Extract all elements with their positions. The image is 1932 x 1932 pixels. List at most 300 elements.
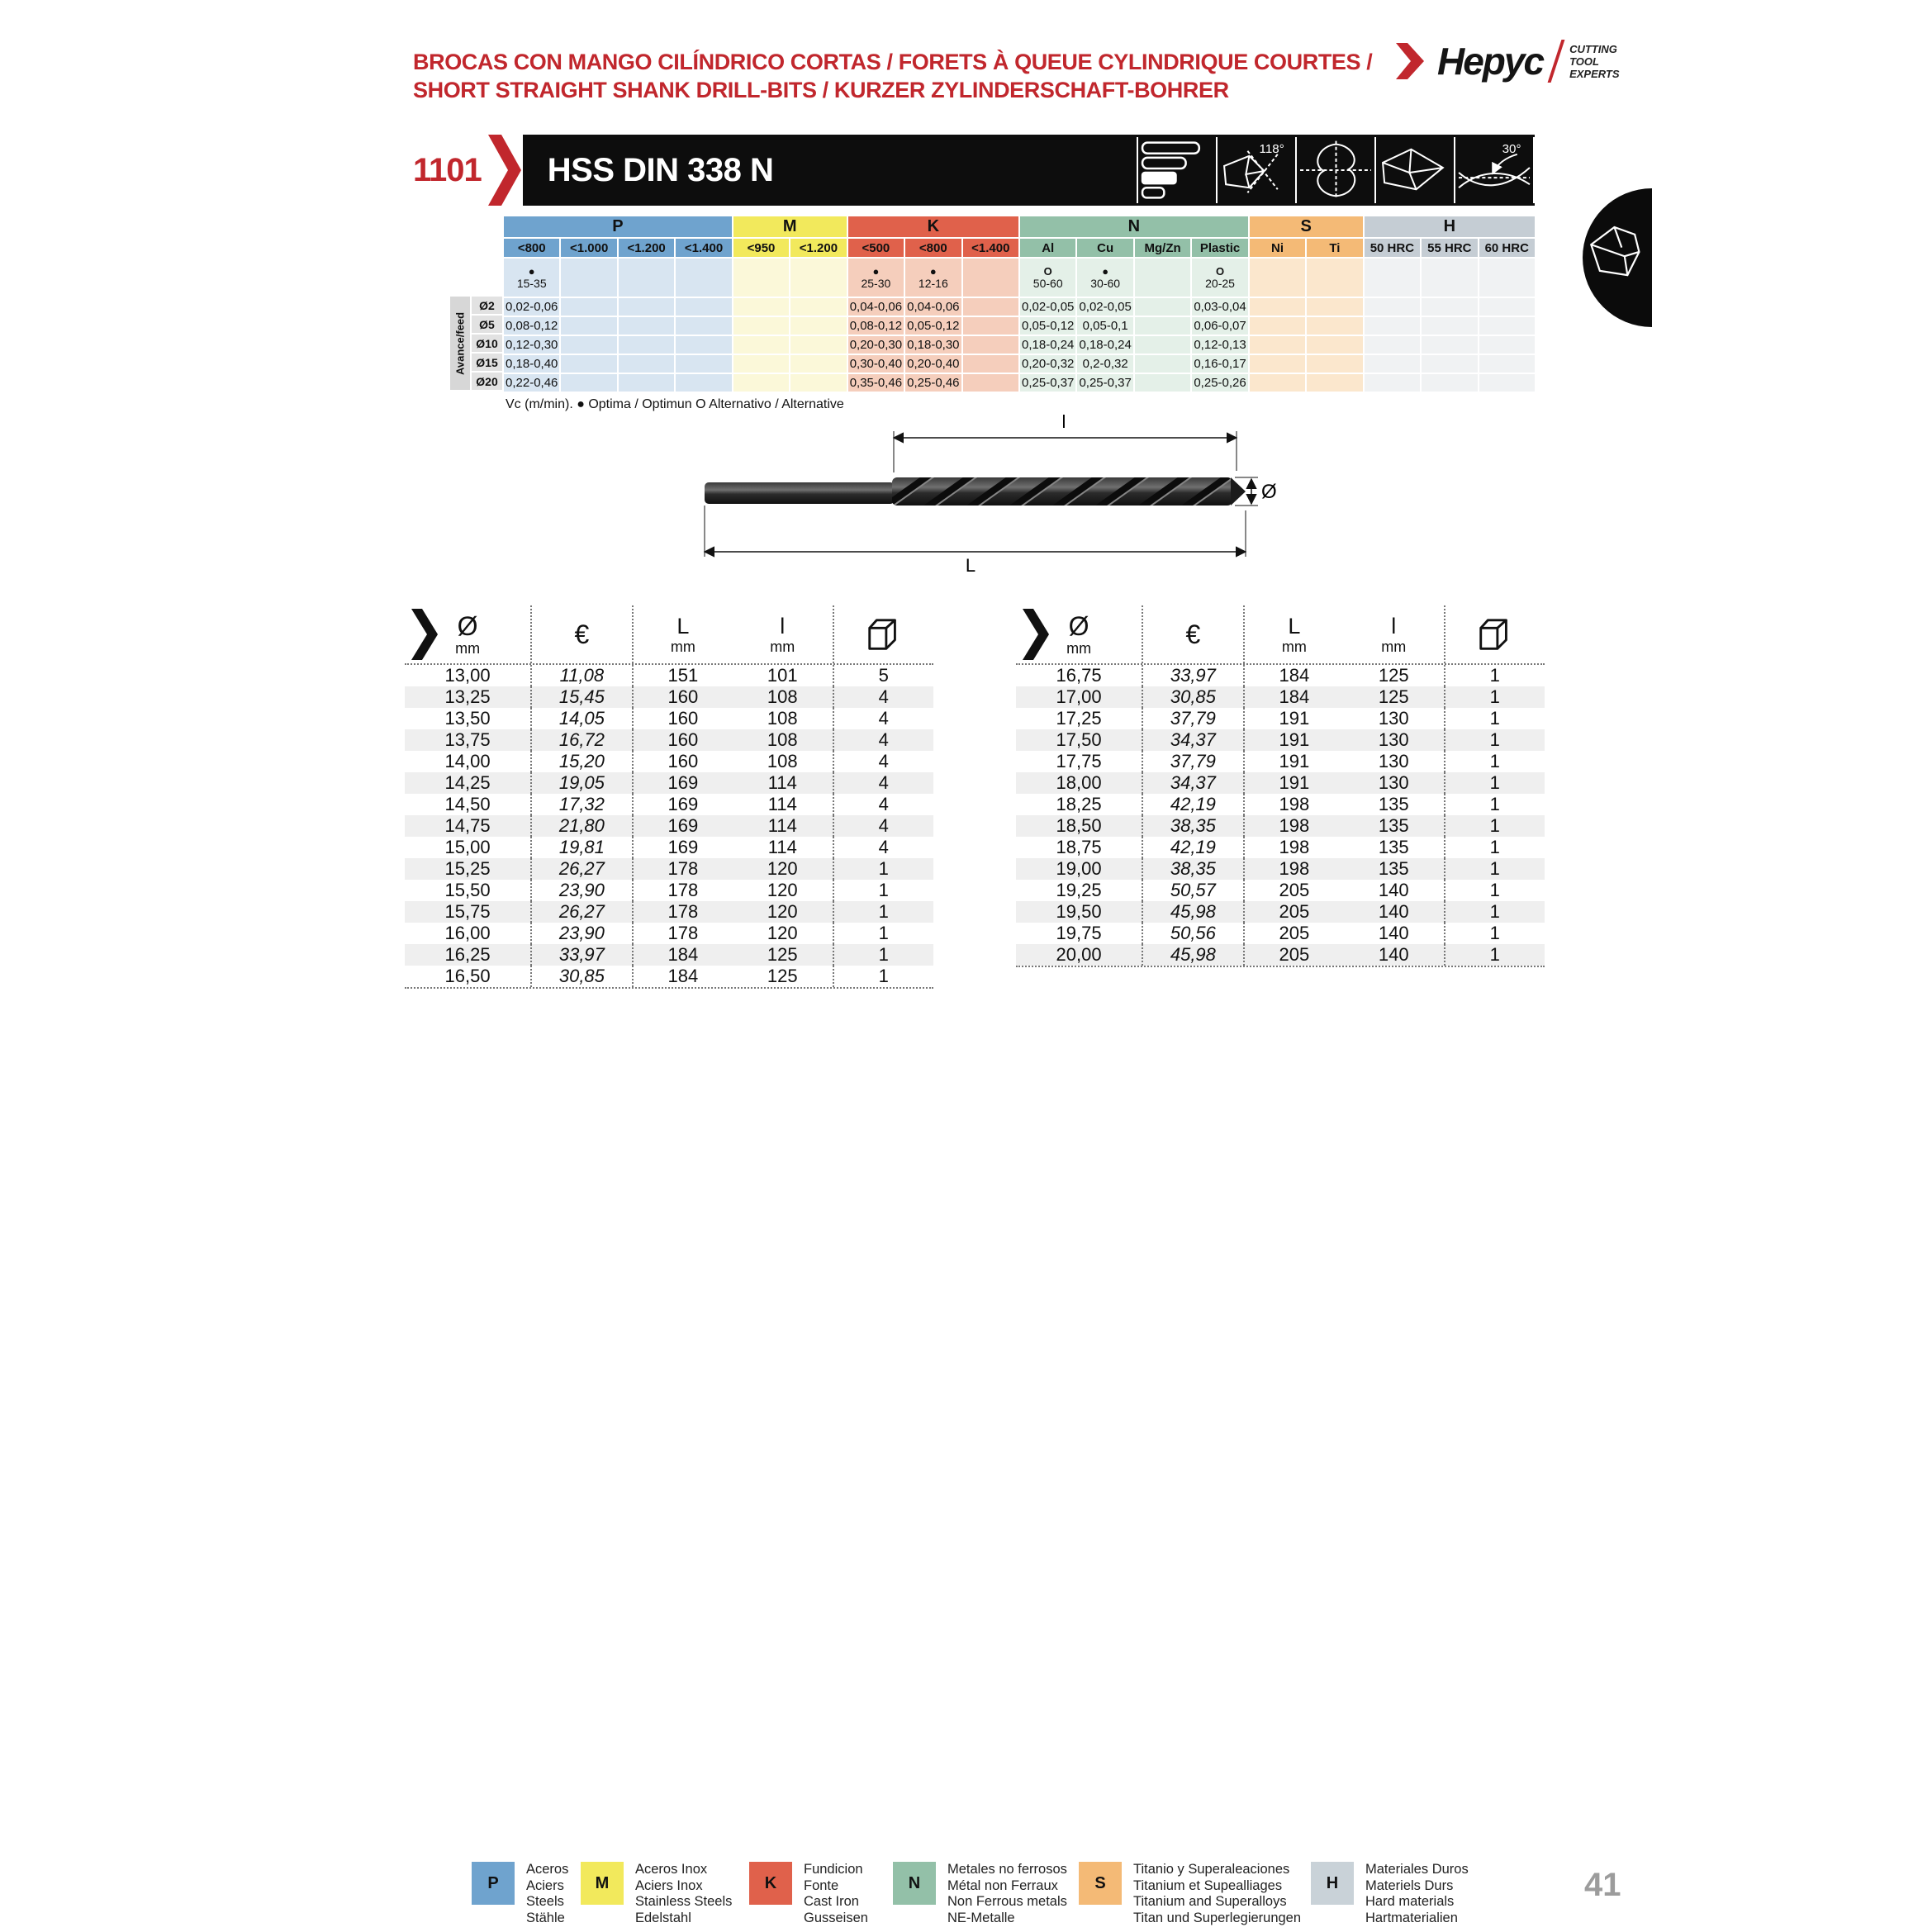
spec-feed-cell: 0,25-0,37 xyxy=(1020,374,1075,392)
price-cell: 42,19 xyxy=(1143,794,1244,815)
spec-feed-cell xyxy=(1365,298,1420,316)
price-col-unit: mm xyxy=(455,640,481,657)
legend-text xyxy=(1365,1862,1469,1926)
price-cell: 4 xyxy=(878,751,889,771)
spec-vc-cell xyxy=(1307,259,1362,297)
spec-feed-cell xyxy=(561,317,616,335)
price-col-symbol: Ø xyxy=(457,611,478,641)
legend-text-line: Aceros xyxy=(526,1862,569,1877)
price-cell: 1 xyxy=(1489,858,1500,879)
price-row xyxy=(405,944,933,966)
price-cell: 151 xyxy=(667,665,699,686)
spec-vc-cell xyxy=(1479,259,1535,297)
spec-feed-cell xyxy=(1250,336,1305,354)
legend-text xyxy=(526,1862,568,1926)
price-cell: 19,75 xyxy=(1016,923,1143,944)
price-cell: 17,75 xyxy=(1016,751,1143,772)
price-row xyxy=(405,815,933,837)
price-row xyxy=(1016,686,1545,708)
legend-item xyxy=(893,1862,1067,1926)
spec-feed-cell: 0,2-0,32 xyxy=(1077,355,1132,373)
price-cell: 18,25 xyxy=(1016,794,1143,815)
legend-text-line: Metales no ferrosos xyxy=(947,1862,1067,1877)
spec-feed-cell xyxy=(1479,374,1535,392)
spec-feed-cell xyxy=(790,374,846,392)
spec-vc-cell xyxy=(1077,259,1132,297)
picto-point-angle-icon xyxy=(1216,137,1295,203)
logo-slash-icon xyxy=(1548,40,1565,83)
spec-feed-cell: 0,30-0,40 xyxy=(848,355,904,373)
legend-text-line: Fonte xyxy=(804,1877,839,1893)
price-row xyxy=(1016,815,1545,837)
legend-item xyxy=(1079,1862,1301,1926)
svg-text:30°: 30° xyxy=(1502,141,1521,156)
spec-vc-cell xyxy=(1192,259,1247,297)
product-band xyxy=(413,135,1535,206)
price-row xyxy=(405,708,933,729)
package-box-icon xyxy=(865,616,903,653)
price-cell: 198 xyxy=(1279,794,1310,814)
vc-marker: O xyxy=(1215,265,1225,278)
spec-feed-cell: 0,04-0,06 xyxy=(848,298,904,316)
spec-vc-cell xyxy=(1020,259,1075,297)
spec-feed-cell: 0,02-0,05 xyxy=(1020,298,1075,316)
price-cell: 1 xyxy=(1489,923,1500,943)
price-cell: 125 xyxy=(733,944,833,966)
spec-group-header: S xyxy=(1250,216,1363,237)
price-cell: 114 xyxy=(733,815,833,837)
price-cell: 4 xyxy=(878,729,889,750)
price-row xyxy=(405,751,933,772)
price-cell: 15,75 xyxy=(405,901,532,923)
price-col-symbol: L xyxy=(676,614,690,638)
legend-text-line: Titanio y Superaleaciones xyxy=(1133,1862,1290,1877)
spec-feed-cell xyxy=(1250,298,1305,316)
picto-flute-profile-icon xyxy=(1295,137,1374,203)
price-col-header xyxy=(1245,605,1344,663)
spec-group-header: H xyxy=(1365,216,1535,237)
spec-feed-cell: 0,25-0,26 xyxy=(1192,374,1247,392)
price-cell: 13,25 xyxy=(405,686,532,708)
vc-marker: O xyxy=(1043,265,1052,278)
spec-group-header: P xyxy=(504,216,732,237)
price-cell: 205 xyxy=(1279,944,1310,965)
spec-vc-cell xyxy=(1365,259,1420,297)
spec-feed-cell xyxy=(790,298,846,316)
spec-feed-cell xyxy=(1250,317,1305,335)
price-row xyxy=(405,729,933,751)
drill-diagram xyxy=(698,413,1284,582)
price-cell: 38,35 xyxy=(1143,815,1244,837)
vc-marker: ● xyxy=(528,265,535,278)
legend-text-line: Aciers xyxy=(526,1877,564,1893)
price-cell: 42,19 xyxy=(1143,837,1244,858)
price-cell: 114 xyxy=(733,772,833,794)
price-cell: 23,90 xyxy=(532,880,633,901)
spec-feed-cell xyxy=(733,355,789,373)
spec-feed-cell xyxy=(1307,355,1362,373)
spec-feed-cell xyxy=(963,374,1018,392)
price-cell: 120 xyxy=(733,901,833,923)
page-title xyxy=(413,48,1372,104)
price-cell: 140 xyxy=(1344,901,1445,923)
price-cell: 16,25 xyxy=(405,944,532,966)
price-cell: 1 xyxy=(878,944,889,965)
pictograms xyxy=(1137,137,1535,203)
price-row xyxy=(405,794,933,815)
drill-shank xyxy=(705,482,895,504)
price-cell: 20,00 xyxy=(1016,944,1143,966)
spec-feed-cell xyxy=(963,355,1018,373)
price-cell: 191 xyxy=(1279,708,1310,729)
price-row xyxy=(1016,794,1545,815)
price-row xyxy=(405,858,933,880)
spec-feed-cell: 0,20-0,30 xyxy=(848,336,904,354)
price-cell: 135 xyxy=(1344,794,1445,815)
price-cell: 4 xyxy=(878,837,889,857)
spec-feed-cell xyxy=(1479,298,1535,316)
spec-group-header: K xyxy=(848,216,1018,237)
spec-feed-cell: 0,08-0,12 xyxy=(848,317,904,335)
spec-feed-cell xyxy=(1479,336,1535,354)
price-cell: 184 xyxy=(1279,665,1310,686)
price-col-symbol: L xyxy=(1288,614,1301,638)
price-cell: 135 xyxy=(1344,858,1445,880)
price-row xyxy=(405,923,933,944)
price-cell: 17,25 xyxy=(1016,708,1143,729)
price-cell: 18,75 xyxy=(1016,837,1143,858)
price-cell: 135 xyxy=(1344,837,1445,858)
price-cell: 140 xyxy=(1344,880,1445,901)
spec-feed-cell xyxy=(963,336,1018,354)
red-chevron-icon xyxy=(488,135,523,206)
price-cell: 120 xyxy=(733,923,833,944)
price-cell: 130 xyxy=(1344,708,1445,729)
spec-feed-cell: 0,04-0,06 xyxy=(905,298,961,316)
price-row xyxy=(1016,944,1545,966)
price-cell: 1 xyxy=(1489,686,1500,707)
spec-feed-cell: 0,06-0,07 xyxy=(1192,317,1247,335)
legend-item xyxy=(581,1862,732,1926)
spec-feed-cell: 0,05-0,12 xyxy=(1020,317,1075,335)
price-row xyxy=(1016,923,1545,944)
spec-subheader: Mg/Zn xyxy=(1135,239,1190,257)
spec-feed-cell: 0,18-0,24 xyxy=(1077,336,1132,354)
spec-feed-cell xyxy=(561,374,616,392)
price-cell: 45,98 xyxy=(1143,901,1244,923)
price-cell: 160 xyxy=(667,751,699,771)
price-cell: 19,00 xyxy=(1016,858,1143,880)
brand-logo xyxy=(1396,30,1620,93)
feed-diameter-label: Ø15 xyxy=(472,354,502,371)
price-cell: 178 xyxy=(667,923,699,943)
price-row xyxy=(1016,837,1545,858)
spec-feed-cell: 0,25-0,46 xyxy=(905,374,961,392)
spec-feed-cell xyxy=(676,298,731,316)
logo-brand-text: Hepyc xyxy=(1437,40,1544,83)
spec-feed-cell xyxy=(619,336,674,354)
total-length-label: L xyxy=(965,555,976,576)
spec-feed-cell: 0,12-0,13 xyxy=(1192,336,1247,354)
price-row xyxy=(1016,665,1545,686)
price-cell: 1 xyxy=(1489,944,1500,965)
price-cell: 45,98 xyxy=(1143,944,1244,966)
price-cell: 1 xyxy=(878,966,889,986)
vc-value: 30-60 xyxy=(1090,277,1121,290)
legend-text xyxy=(635,1862,732,1926)
spec-feed-cell xyxy=(676,355,731,373)
spec-subheader: Plastic xyxy=(1192,239,1247,257)
spec-subheader: <800 xyxy=(504,239,559,257)
feed-axis-label: Avance/feed xyxy=(450,297,470,390)
legend-text-line: Hartmaterialien xyxy=(1365,1910,1458,1925)
price-cell: 4 xyxy=(878,794,889,814)
legend-text-line: Aceros Inox xyxy=(635,1862,708,1877)
spec-feed-cell: 0,02-0,06 xyxy=(504,298,559,316)
price-cell: 18,00 xyxy=(1016,772,1143,794)
price-cell: 130 xyxy=(1344,729,1445,751)
spec-subheader: Ni xyxy=(1250,239,1305,257)
drill-tip-outline-icon xyxy=(1587,204,1648,311)
legend-item xyxy=(472,1862,568,1926)
spec-feed-cell xyxy=(790,317,846,335)
price-cell: 1 xyxy=(878,923,889,943)
price-cell: 1 xyxy=(1489,794,1500,814)
spec-feed-cell xyxy=(1135,317,1190,335)
price-cell: 1 xyxy=(1489,751,1500,771)
spec-subheader: <950 xyxy=(733,239,789,257)
price-col-header xyxy=(834,605,933,663)
price-cell: 14,00 xyxy=(405,751,532,772)
price-cell: 160 xyxy=(667,708,699,729)
spec-feed-cell xyxy=(790,336,846,354)
price-row xyxy=(405,901,933,923)
spec-feed-cell xyxy=(1307,374,1362,392)
price-table-header xyxy=(1016,605,1545,665)
feed-diameters xyxy=(472,297,502,390)
spec-feed-cell: 0,03-0,04 xyxy=(1192,298,1247,316)
vc-value: 20-25 xyxy=(1205,277,1235,290)
spec-vc-cell xyxy=(1250,259,1305,297)
table-chevron-icon xyxy=(1023,609,1051,660)
picto-helix-angle-icon xyxy=(1454,137,1535,203)
spec-subheader: <1.400 xyxy=(963,239,1018,257)
price-cell: 178 xyxy=(667,901,699,922)
spec-grid xyxy=(504,216,1535,392)
feed-diameter-label: Ø10 xyxy=(472,335,502,352)
price-cell: 169 xyxy=(667,794,699,814)
price-cell: 205 xyxy=(1279,901,1310,922)
legend-text-line: Aciers Inox xyxy=(635,1877,703,1893)
legend-text-line: Hard materials xyxy=(1365,1894,1455,1909)
spec-subheader: Cu xyxy=(1077,239,1132,257)
price-cell: 15,45 xyxy=(532,686,633,708)
spec-feed-cell xyxy=(1422,355,1477,373)
title-line-2: SHORT STRAIGHT SHANK DRILL-BITS / KURZER ZYLINDERSCHAFT-BOHRER xyxy=(413,78,1229,102)
spec-feed-cell: 0,22-0,46 xyxy=(504,374,559,392)
price-cell: 30,85 xyxy=(1143,686,1244,708)
price-col-unit: mm xyxy=(670,638,695,655)
spec-feed-cell xyxy=(619,355,674,373)
price-col-unit: mm xyxy=(1066,640,1092,657)
spec-feed-cell: 0,08-0,12 xyxy=(504,317,559,335)
price-row xyxy=(1016,751,1545,772)
spec-feed-cell xyxy=(1135,298,1190,316)
legend-text-line: Cast Iron xyxy=(804,1894,859,1909)
legend-letter-badge: K xyxy=(749,1862,792,1905)
vc-value: 12-16 xyxy=(918,277,948,290)
package-box-icon xyxy=(1476,616,1514,653)
price-cell: 125 xyxy=(1344,665,1445,686)
vc-marker: ● xyxy=(1102,265,1109,278)
legend-letter-badge: H xyxy=(1311,1862,1354,1905)
price-row xyxy=(405,772,933,794)
spec-feed-cell xyxy=(1479,317,1535,335)
legend-letter-badge: M xyxy=(581,1862,624,1905)
price-cell: 37,79 xyxy=(1143,751,1244,772)
vc-marker: ● xyxy=(872,265,880,278)
spec-feed-cell: 0,20-0,32 xyxy=(1020,355,1075,373)
price-row xyxy=(405,837,933,858)
price-cell: 205 xyxy=(1279,923,1310,943)
spec-subheader: 50 HRC xyxy=(1365,239,1420,257)
svg-text:118°: 118° xyxy=(1259,141,1284,156)
spec-feed-cell xyxy=(963,317,1018,335)
spec-feed-cell xyxy=(619,317,674,335)
logo-tagline xyxy=(1569,43,1619,80)
price-row xyxy=(1016,708,1545,729)
flute-length-label: l xyxy=(1061,413,1066,432)
vc-value: 25-30 xyxy=(861,277,891,290)
spec-feed-cell xyxy=(1422,374,1477,392)
spec-vc-cell xyxy=(619,259,674,297)
legend-text-line: Stainless Steels xyxy=(635,1894,733,1909)
price-cell: 178 xyxy=(667,880,699,900)
price-row xyxy=(405,665,933,686)
legend-item xyxy=(1311,1862,1469,1926)
product-bar xyxy=(523,135,1535,206)
price-cell: 14,25 xyxy=(405,772,532,794)
price-cell: 26,27 xyxy=(532,901,633,923)
logo-tagline-line: TOOL xyxy=(1569,55,1599,68)
price-cell: 169 xyxy=(667,772,699,793)
price-cell: 38,35 xyxy=(1143,858,1244,880)
picto-tip-view-icon xyxy=(1374,137,1454,203)
price-cell: 4 xyxy=(878,772,889,793)
price-cell: 169 xyxy=(667,837,699,857)
spec-feed-cell: 0,02-0,05 xyxy=(1077,298,1132,316)
price-cell: 30,85 xyxy=(532,966,633,987)
price-cell: 33,97 xyxy=(1143,665,1244,686)
legend-text-line: Métal non Ferraux xyxy=(947,1877,1058,1893)
drill-diagram-svg xyxy=(698,413,1284,578)
picto-shank-sizes-icon xyxy=(1137,137,1216,203)
spec-vc-cell xyxy=(733,259,789,297)
page-edge-drill-tab xyxy=(1583,188,1652,327)
price-cell: 19,50 xyxy=(1016,901,1143,923)
price-cell: 50,57 xyxy=(1143,880,1244,901)
price-cell: 19,81 xyxy=(532,837,633,858)
price-cell: 4 xyxy=(878,686,889,707)
price-cell: 14,05 xyxy=(532,708,633,729)
price-cell: 14,50 xyxy=(405,794,532,815)
price-cell: 33,97 xyxy=(532,944,633,966)
price-col-header xyxy=(733,605,833,663)
price-cell: 14,75 xyxy=(405,815,532,837)
spec-vc-cell xyxy=(963,259,1018,297)
price-cell: 17,32 xyxy=(532,794,633,815)
spec-feed-cell: 0,18-0,30 xyxy=(905,336,961,354)
spec-feed-cell xyxy=(619,374,674,392)
price-cell: 15,00 xyxy=(405,837,532,858)
price-cell: 1 xyxy=(1489,708,1500,729)
spec-subheader: Al xyxy=(1020,239,1075,257)
vc-marker: ● xyxy=(929,265,937,278)
price-cell: 17,50 xyxy=(1016,729,1143,751)
price-cell: 114 xyxy=(733,794,833,815)
price-cell: 19,25 xyxy=(1016,880,1143,901)
spec-feed-cell: 0,18-0,40 xyxy=(504,355,559,373)
feed-diameter-label: Ø5 xyxy=(472,316,502,333)
feed-diameter-label: Ø2 xyxy=(472,297,502,314)
spec-vc-cell xyxy=(676,259,731,297)
legend-text-line: Titanium et Supealliages xyxy=(1133,1877,1283,1893)
spec-subheader: <500 xyxy=(848,239,904,257)
price-cell: 15,50 xyxy=(405,880,532,901)
price-cell: 130 xyxy=(1344,751,1445,772)
price-col-unit: mm xyxy=(770,638,795,655)
price-cell: 16,50 xyxy=(405,966,532,987)
spec-feed-cell xyxy=(1135,355,1190,373)
spec-feed-cell xyxy=(733,298,789,316)
legend-text xyxy=(947,1862,1067,1926)
price-cell: 34,37 xyxy=(1143,729,1244,751)
price-cell: 34,37 xyxy=(1143,772,1244,794)
price-cell: 1 xyxy=(1489,815,1500,836)
price-cell: 198 xyxy=(1279,858,1310,879)
price-cell: 108 xyxy=(733,686,833,708)
spec-subheader: <1.200 xyxy=(619,239,674,257)
legend-text xyxy=(804,1862,868,1926)
spec-feed-cell: 0,25-0,37 xyxy=(1077,374,1132,392)
price-cell: 198 xyxy=(1279,815,1310,836)
price-cell: 13,50 xyxy=(405,708,532,729)
price-cell: 4 xyxy=(878,815,889,836)
price-col-unit: mm xyxy=(1281,638,1307,655)
product-code: 1101 xyxy=(413,152,482,188)
price-col-header xyxy=(1143,605,1244,663)
price-cell: 160 xyxy=(667,686,699,707)
price-cell: 37,79 xyxy=(1143,708,1244,729)
application-spec-table xyxy=(504,216,1535,392)
spec-feed-cell xyxy=(1250,355,1305,373)
spec-feed-cell xyxy=(1307,317,1362,335)
spec-vc-cell xyxy=(848,259,904,297)
legend-text-line: Fundicion xyxy=(804,1862,863,1877)
spec-vc-cell xyxy=(905,259,961,297)
price-row xyxy=(1016,901,1545,923)
price-cell: 184 xyxy=(667,966,699,986)
price-cell: 191 xyxy=(1279,729,1310,750)
spec-feed-cell xyxy=(733,336,789,354)
price-cell: 1 xyxy=(1489,837,1500,857)
price-row xyxy=(1016,729,1545,751)
diameter-label: Ø xyxy=(1261,481,1277,503)
spec-feed-cell xyxy=(561,355,616,373)
price-col-symbol: Ø xyxy=(1068,611,1089,641)
spec-vc-cell xyxy=(790,259,846,297)
vc-footnote: Vc (m/min). ● Optima / Optimun O Alternativo / Alternative xyxy=(506,397,844,411)
